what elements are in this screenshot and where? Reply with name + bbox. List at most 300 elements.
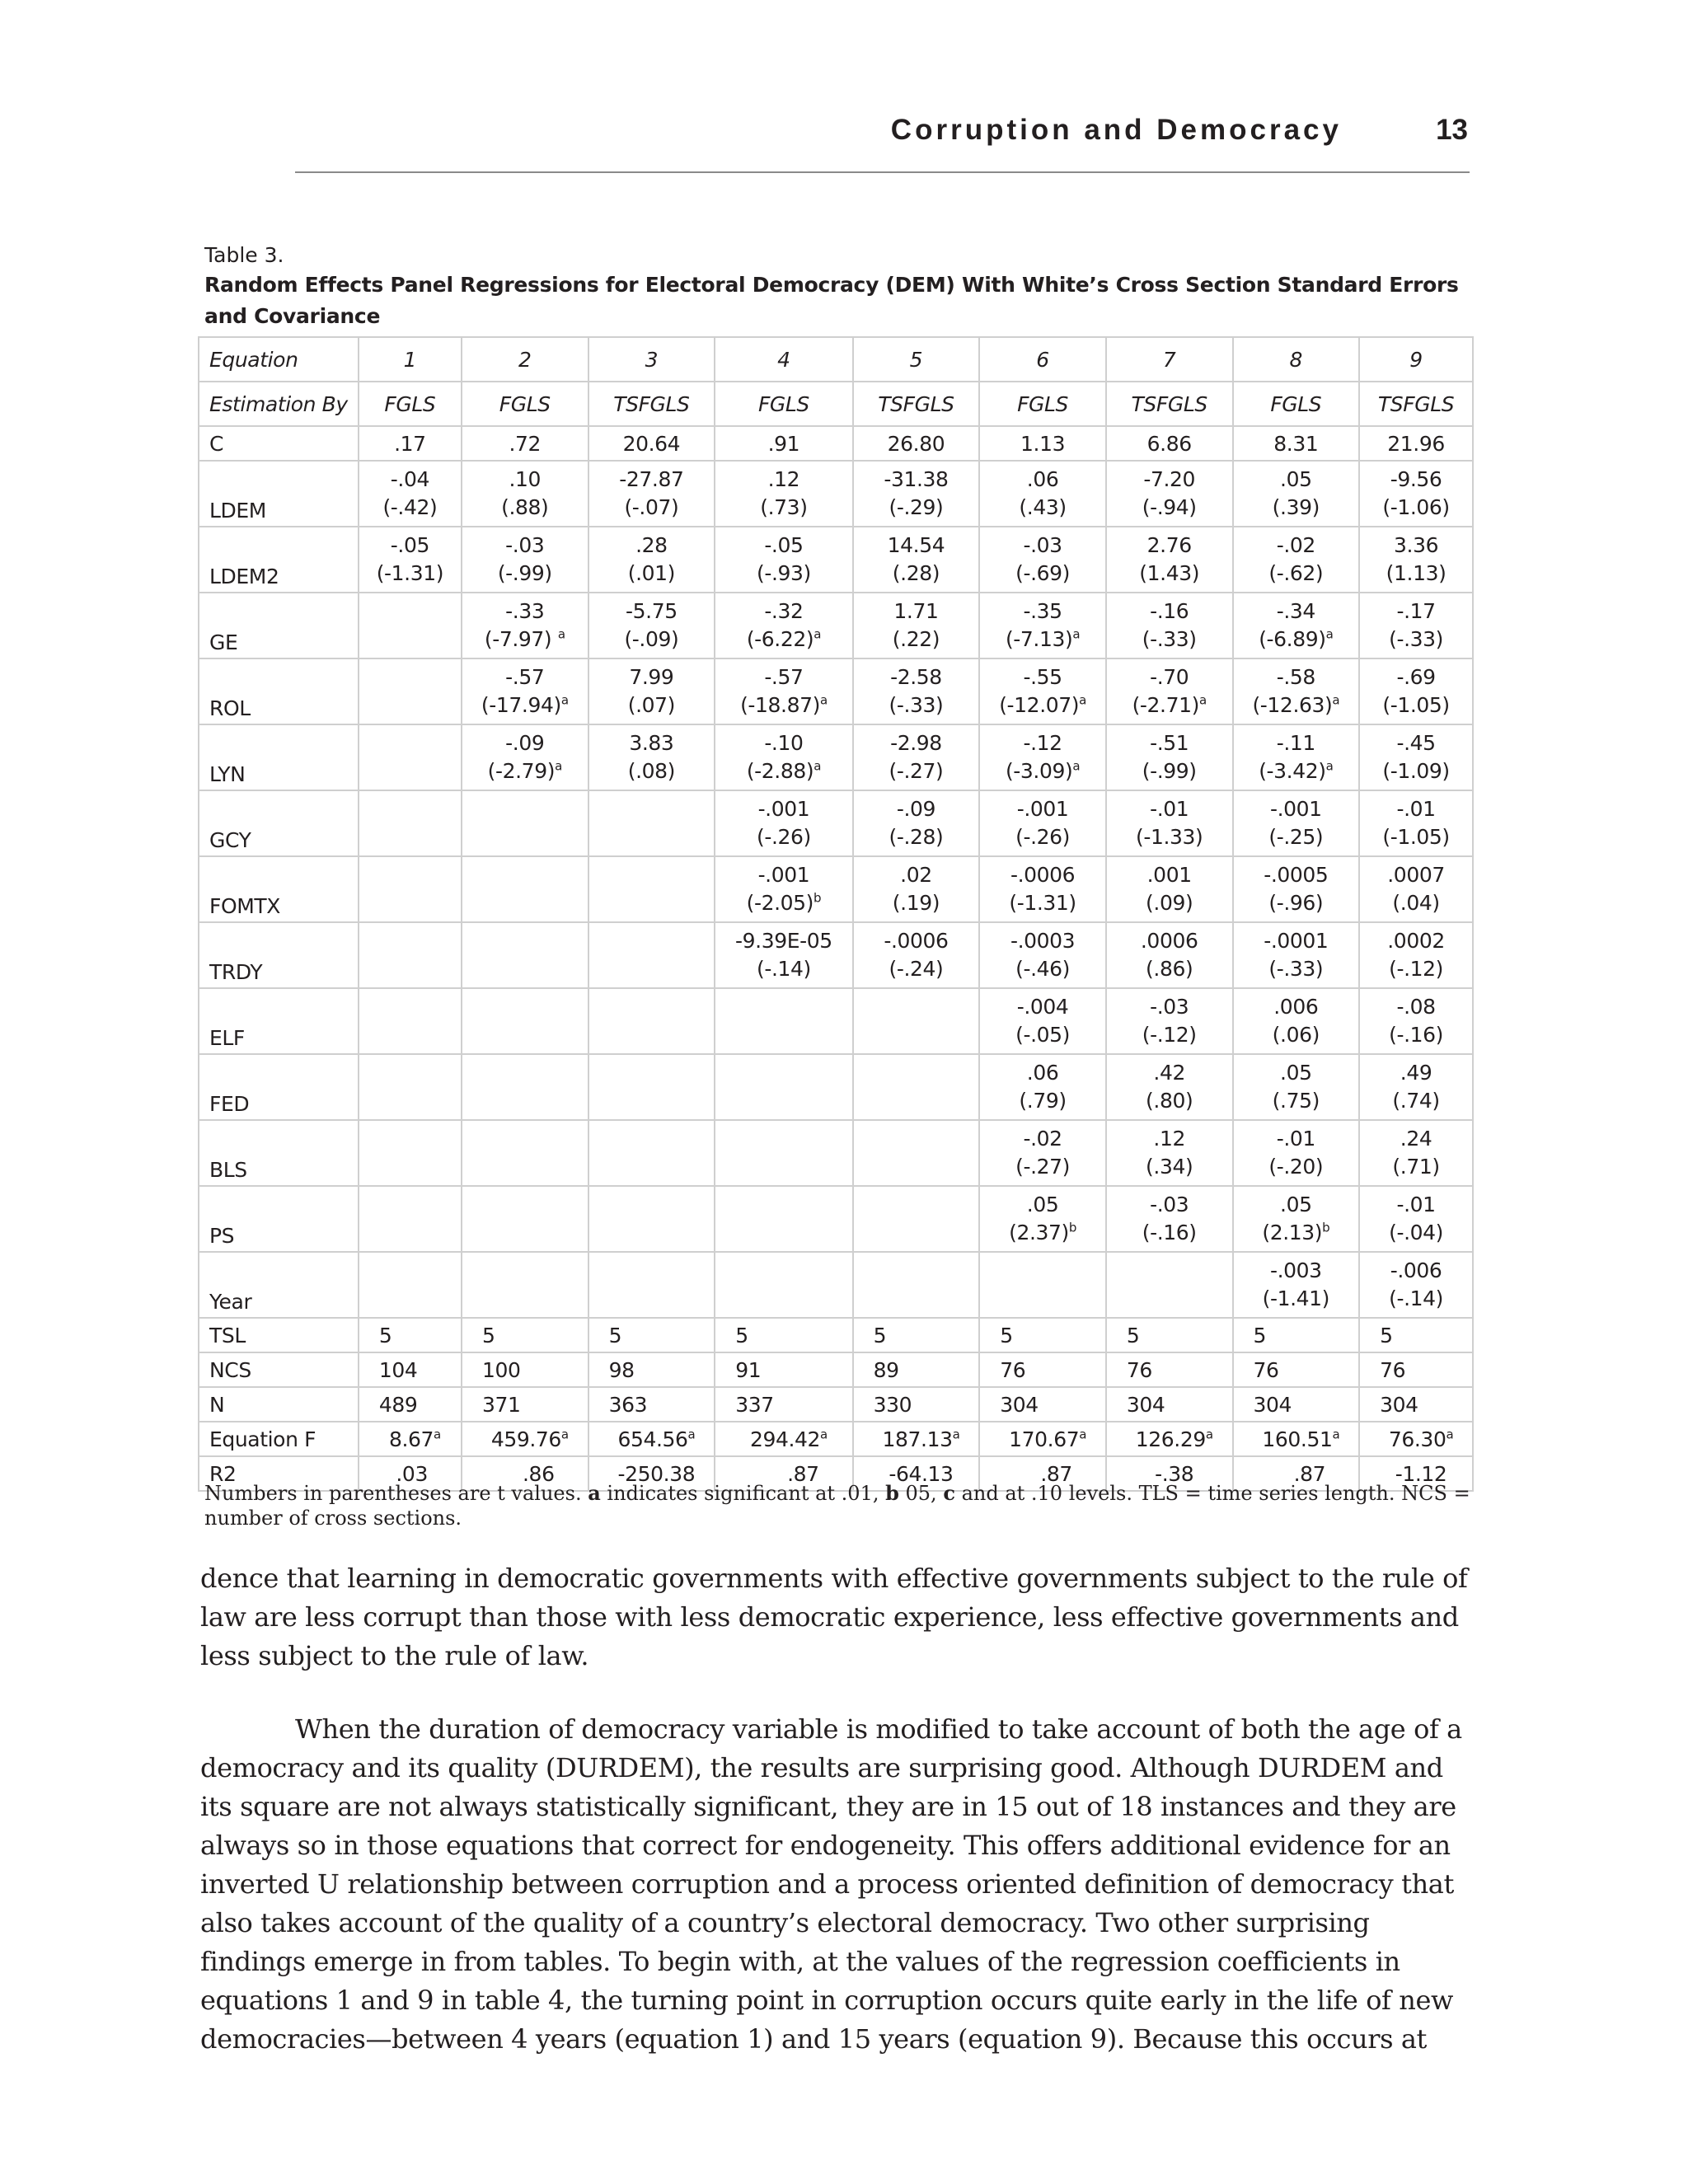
coefficient-value: -.01 [1276, 1127, 1315, 1151]
coefficient-value: -.02 [1276, 533, 1315, 557]
t-value-text: (-.42) [382, 495, 438, 519]
f-stat-value: 654.56 [617, 1427, 688, 1451]
t-value [1370, 1219, 1462, 1247]
t-value [1117, 691, 1222, 719]
f-stat-cell [1106, 1422, 1233, 1456]
t-value-text: (-7.97) [484, 627, 558, 651]
coefficient-cell [1233, 658, 1360, 724]
t-value-text: (-.12) [1142, 1023, 1197, 1047]
coefficient-cell [1359, 1186, 1473, 1252]
t-value [1244, 757, 1349, 785]
coefficient-cell [1106, 1186, 1233, 1252]
coefficient-cell [588, 1252, 715, 1318]
coefficient-value: .28 [635, 533, 668, 557]
t-value [990, 1087, 1095, 1115]
stat-cell: 304 [1106, 1387, 1233, 1422]
t-value-text: (.71) [1392, 1155, 1440, 1179]
estimation-method: TSFGLS [1106, 382, 1233, 426]
estimation-method: FGLS [715, 382, 852, 426]
stat-cell: 89 [853, 1352, 980, 1387]
coefficient-cell [715, 856, 852, 922]
t-value [599, 757, 705, 785]
coefficient-cell [853, 988, 980, 1054]
row-label: ELF [199, 988, 359, 1054]
t-value [1244, 626, 1349, 654]
t-value [1244, 889, 1349, 917]
t-value [864, 494, 969, 522]
t-value [1370, 626, 1462, 654]
coefficient-value: -.09 [896, 797, 936, 821]
coefficient-cell [853, 658, 980, 724]
t-value [725, 560, 842, 588]
variable-row [199, 461, 1473, 527]
significance-marker: a [1205, 1427, 1213, 1442]
coefficient-value: .42 [1153, 1061, 1185, 1085]
coefficient-cell [588, 461, 715, 527]
t-value [1117, 560, 1222, 588]
t-value-text: (1.13) [1386, 561, 1447, 585]
coefficient-cell [979, 856, 1106, 922]
coefficient-value: -.03 [505, 533, 545, 557]
t-value-text: (-.99) [1142, 759, 1197, 783]
coefficient-cell [715, 724, 852, 790]
coefficient-cell [1106, 658, 1233, 724]
variable-row [199, 1054, 1473, 1120]
f-stat-value: 459.76 [490, 1427, 561, 1451]
coefficient-cell [588, 988, 715, 1054]
t-value-text: (-.62) [1268, 561, 1324, 585]
equation-number: 6 [979, 337, 1106, 382]
running-head [295, 114, 1470, 173]
t-value [1117, 1087, 1222, 1115]
coefficient-cell [1233, 922, 1360, 988]
stat-cell: 91 [715, 1352, 852, 1387]
t-value [725, 626, 842, 654]
variable-row [199, 988, 1473, 1054]
stat-cell: 104 [359, 1352, 462, 1387]
t-value [1244, 955, 1349, 983]
r2-cell: -250.38 [588, 1456, 715, 1491]
coefficient-value: -.0003 [1010, 929, 1076, 953]
t-value-text: (.39) [1272, 495, 1320, 519]
r2-cell: -64.13 [853, 1456, 980, 1491]
coefficient-value: -.57 [505, 665, 545, 689]
t-value-text: (-2.71) [1132, 693, 1199, 717]
t-value-text: (-3.09) [1005, 759, 1073, 783]
t-value [1117, 757, 1222, 785]
coefficient-value: -.01 [1150, 797, 1189, 821]
t-value-text: (-.16) [1389, 1023, 1443, 1047]
significance-marker: a [555, 758, 562, 774]
t-value [990, 1021, 1095, 1049]
stat-cell: 5 [853, 1318, 980, 1352]
t-value-text: (.01) [627, 561, 676, 585]
f-stat-cell [462, 1422, 588, 1456]
coefficient-value: .0006 [1140, 929, 1198, 953]
coefficient-cell: .91 [715, 426, 852, 461]
t-value [1117, 955, 1222, 983]
coefficient-value: -.001 [1016, 797, 1069, 821]
variable-row [199, 1120, 1473, 1186]
t-value-text: (.07) [627, 693, 676, 717]
row-label: FED [199, 1054, 359, 1120]
t-value-text: (.22) [892, 627, 940, 651]
coefficient-value: .006 [1273, 995, 1319, 1019]
coefficient-value: -.006 [1390, 1258, 1442, 1282]
body-paragraph-1: dence that learning in democratic governments with effective governments subject to the rule of law are less corrupt than those with less democratic experience, less effective governments and less subject to the rule of law. [200, 1563, 1468, 1671]
f-stat-value: 8.67 [388, 1427, 434, 1451]
t-value [990, 691, 1095, 719]
coefficient-cell [588, 922, 715, 988]
significance-marker: b [1068, 1220, 1077, 1235]
stat-cell: 304 [979, 1387, 1106, 1422]
coefficient-cell: 6.86 [1106, 426, 1233, 461]
t-value [1117, 626, 1222, 654]
row-label: LDEM2 [199, 527, 359, 593]
estimation-method: TSFGLS [1359, 382, 1473, 426]
t-value [369, 494, 451, 522]
t-value [1244, 560, 1349, 588]
coefficient-value: -.35 [1023, 599, 1062, 623]
coefficient-cell [853, 724, 980, 790]
t-value-text: (-.99) [497, 561, 552, 585]
significance-marker: a [1325, 758, 1334, 774]
t-value-text: (.28) [892, 561, 940, 585]
t-value-text: (-2.88) [746, 759, 814, 783]
significance-marker: a [952, 1427, 960, 1442]
stat-row [199, 1352, 1473, 1387]
t-value [1244, 1285, 1349, 1313]
stat-cell: 5 [588, 1318, 715, 1352]
t-value [1117, 889, 1222, 917]
t-value [1244, 823, 1349, 851]
coefficient-value: -.70 [1150, 665, 1189, 689]
coefficient-value: .0007 [1387, 863, 1445, 887]
coefficient-cell [359, 461, 462, 527]
coefficient-cell [715, 1120, 852, 1186]
estimation-method: FGLS [359, 382, 462, 426]
t-value-text: (-1.09) [1382, 759, 1450, 783]
coefficient-cell [1233, 1186, 1360, 1252]
t-value-text: (-.09) [624, 627, 679, 651]
variable-row [199, 856, 1473, 922]
t-value-text: (-.27) [889, 759, 944, 783]
row-label: PS [199, 1186, 359, 1252]
table-label: Table 3. [204, 243, 284, 267]
row-label: N [199, 1387, 359, 1422]
equation-number: 1 [359, 337, 462, 382]
t-value-text: (-.25) [1268, 825, 1324, 849]
coefficient-cell: 26.80 [853, 426, 980, 461]
coefficient-value: -.57 [764, 665, 804, 689]
t-value-text: (.86) [1146, 957, 1193, 981]
coefficient-cell [853, 461, 980, 527]
coefficient-value: -27.87 [619, 467, 684, 491]
coefficient-cell [853, 856, 980, 922]
significance-marker: a [1325, 626, 1334, 642]
coefficient-value: -.03 [1150, 1193, 1189, 1216]
t-value [1370, 823, 1462, 851]
t-value-text: (-6.22) [746, 627, 814, 651]
t-value-text: (-2.05) [746, 891, 814, 915]
coefficient-value: -5.75 [626, 599, 678, 623]
t-value-text: (-.26) [756, 825, 811, 849]
coefficient-cell [1106, 922, 1233, 988]
t-value [1117, 823, 1222, 851]
stat-cell: 5 [462, 1318, 588, 1352]
coefficient-cell [359, 658, 462, 724]
coefficient-cell [979, 593, 1106, 658]
coefficient-cell [715, 790, 852, 856]
row-label: TSL [199, 1318, 359, 1352]
t-value-text: (-.94) [1142, 495, 1197, 519]
note-a: a [588, 1481, 601, 1505]
coefficient-cell [359, 922, 462, 988]
coefficient-cell [1106, 724, 1233, 790]
t-value-text: (-.33) [1389, 627, 1443, 651]
coefficient-value: -.01 [1396, 797, 1436, 821]
t-value [472, 626, 578, 654]
significance-marker: a [557, 626, 565, 642]
coefficient-cell [979, 658, 1106, 724]
t-value [990, 626, 1095, 654]
t-value [864, 823, 969, 851]
stat-cell: 330 [853, 1387, 980, 1422]
note-text: Numbers in parentheses are t values. [204, 1482, 588, 1505]
row-label: Year [199, 1252, 359, 1318]
coefficient-value: -.10 [764, 731, 804, 755]
estimation-row [199, 382, 1473, 426]
t-value [1370, 560, 1462, 588]
coefficient-cell [1106, 1120, 1233, 1186]
r2-cell: .87 [715, 1456, 852, 1491]
t-value-text: (-1.41) [1262, 1286, 1330, 1310]
t-value [599, 560, 705, 588]
coefficient-cell [1359, 461, 1473, 527]
stat-cell: 76 [1106, 1352, 1233, 1387]
coefficient-value: -.11 [1276, 731, 1315, 755]
coefficient-cell [1106, 856, 1233, 922]
coefficient-value: -9.39E-05 [735, 929, 832, 953]
coefficient-cell [979, 527, 1106, 593]
significance-marker: a [814, 758, 822, 774]
regression-table [198, 336, 1474, 1492]
t-value-text: (.75) [1272, 1089, 1320, 1113]
t-value [990, 494, 1095, 522]
coefficient-value: .05 [1280, 1061, 1312, 1085]
t-value-text: (-.27) [1015, 1155, 1070, 1179]
significance-marker: a [560, 1427, 569, 1442]
t-value [864, 560, 969, 588]
r2-cell: .87 [1233, 1456, 1360, 1491]
coefficient-value: -.01 [1396, 1193, 1436, 1216]
t-value [1244, 691, 1349, 719]
coefficient-value: .05 [1026, 1193, 1059, 1216]
coefficient-cell [462, 856, 588, 922]
stat-cell: 5 [979, 1318, 1106, 1352]
coefficient-cell [462, 1186, 588, 1252]
note-text: and at .10 levels. TLS = time series length. NCS = number of cross sections. [204, 1482, 1470, 1530]
t-value-text: (-6.89) [1259, 627, 1326, 651]
coefficient-cell [715, 1252, 852, 1318]
t-value [1244, 1153, 1349, 1181]
coefficient-value: -.0006 [884, 929, 949, 953]
coefficient-value: -.33 [505, 599, 545, 623]
coefficient-cell [359, 1252, 462, 1318]
coefficient-cell [715, 988, 852, 1054]
t-value [369, 560, 451, 588]
coefficient-cell [1359, 856, 1473, 922]
t-value [1370, 757, 1462, 785]
coefficient-value: -.001 [757, 797, 810, 821]
t-value-text: (2.13) [1262, 1221, 1323, 1244]
coefficient-value: .05 [1280, 1193, 1312, 1216]
coefficient-value: -.16 [1150, 599, 1189, 623]
t-value-text: (-.33) [889, 693, 944, 717]
t-value [990, 1219, 1095, 1247]
coefficient-value: -.45 [1396, 731, 1436, 755]
t-value-text: (-.96) [1268, 891, 1324, 915]
coefficient-cell [1233, 724, 1360, 790]
stat-cell: 363 [588, 1387, 715, 1422]
coefficient-value: -.17 [1396, 599, 1436, 623]
t-value-text: (-2.79) [487, 759, 556, 783]
t-value-text: (-.07) [624, 495, 679, 519]
coefficient-cell [1106, 1054, 1233, 1120]
t-value-text: (.09) [1146, 891, 1193, 915]
table-title: Random Effects Panel Regressions for Electoral Democracy (DEM) With White’s Cross Section Standard Errors and Covariance [204, 273, 1459, 328]
coefficient-cell [462, 461, 588, 527]
coefficient-cell [1359, 1252, 1473, 1318]
coefficient-value: .05 [1280, 467, 1312, 491]
t-value-text: (-.33) [1142, 627, 1197, 651]
coefficient-cell [853, 790, 980, 856]
t-value [599, 691, 705, 719]
f-stat-value: 170.67 [1009, 1427, 1080, 1451]
t-value-text: (-1.06) [1382, 495, 1450, 519]
coefficient-value: 3.83 [629, 731, 674, 755]
coefficient-cell [462, 527, 588, 593]
coefficient-cell [979, 1252, 1106, 1318]
significance-marker: a [819, 692, 828, 708]
coefficient-cell [359, 1054, 462, 1120]
coefficient-cell [1359, 988, 1473, 1054]
t-value [1117, 1153, 1222, 1181]
coefficient-cell [588, 856, 715, 922]
coefficient-cell [462, 724, 588, 790]
significance-marker: a [1446, 1427, 1454, 1442]
row-label: Equation [199, 337, 359, 382]
f-stat-value: 294.42 [749, 1427, 821, 1451]
t-value [864, 691, 969, 719]
t-value [1370, 889, 1462, 917]
table-caption [204, 241, 1482, 332]
coefficient-cell [1359, 658, 1473, 724]
coefficient-cell [1233, 527, 1360, 593]
t-value-text: (-.28) [889, 825, 944, 849]
coefficient-value: -.12 [1023, 731, 1062, 755]
coefficient-cell: 21.96 [1359, 426, 1473, 461]
t-value-text: (-.14) [1389, 1286, 1443, 1310]
stat-cell: 76 [1359, 1352, 1473, 1387]
coefficient-cell [462, 593, 588, 658]
coefficient-cell [588, 790, 715, 856]
coefficient-cell [853, 1120, 980, 1186]
coefficient-value: 2.76 [1146, 533, 1192, 557]
coefficient-cell: .17 [359, 426, 462, 461]
t-value [990, 823, 1095, 851]
coefficient-value: 14.54 [887, 533, 945, 557]
coefficient-cell [979, 988, 1106, 1054]
note-c: c [943, 1481, 955, 1505]
coefficient-value: -31.38 [884, 467, 949, 491]
variable-row [199, 1186, 1473, 1252]
coefficient-cell [1233, 461, 1360, 527]
t-value-text: (-1.31) [1009, 891, 1076, 915]
coefficient-value: -.03 [1023, 533, 1062, 557]
equation-number: 7 [1106, 337, 1233, 382]
row-label: R2 [199, 1456, 359, 1491]
coefficient-cell [359, 856, 462, 922]
stat-cell: 5 [1233, 1318, 1360, 1352]
coefficient-value: -.02 [1023, 1127, 1062, 1151]
coefficient-cell [1359, 1054, 1473, 1120]
t-value-text: (-.20) [1268, 1155, 1324, 1179]
coefficient-value: -.55 [1023, 665, 1062, 689]
t-value [864, 626, 969, 654]
t-value [725, 889, 842, 917]
coefficient-cell [588, 658, 715, 724]
coefficient-cell [853, 1054, 980, 1120]
f-stat-cell [1359, 1422, 1473, 1456]
coefficient-cell [715, 658, 852, 724]
stat-cell: 100 [462, 1352, 588, 1387]
estimation-method: TSFGLS [588, 382, 715, 426]
coefficient-value: -.05 [764, 533, 804, 557]
t-value [1370, 1285, 1462, 1313]
t-value-text: (-3.42) [1259, 759, 1326, 783]
coefficient-cell [715, 1054, 852, 1120]
coefficient-cell: 1.13 [979, 426, 1106, 461]
stat-cell: 5 [359, 1318, 462, 1352]
coefficient-value: -.004 [1016, 995, 1069, 1019]
coefficient-cell [588, 527, 715, 593]
t-value [1244, 1021, 1349, 1049]
t-value-text: (1.43) [1139, 561, 1200, 585]
coefficient-cell [588, 1120, 715, 1186]
t-value [990, 955, 1095, 983]
equation-f-row [199, 1422, 1473, 1456]
coefficient-value: .12 [1153, 1127, 1185, 1151]
coefficient-cell [1106, 593, 1233, 658]
coefficient-value: -.0005 [1264, 863, 1329, 887]
coefficient-cell [462, 790, 588, 856]
stat-row [199, 1318, 1473, 1352]
coefficient-value: 1.71 [893, 599, 939, 623]
significance-marker: a [1079, 692, 1086, 708]
coefficient-value: -.58 [1276, 665, 1315, 689]
note-text: 05, [898, 1482, 944, 1505]
f-stat-cell [979, 1422, 1106, 1456]
f-stat-cell [359, 1422, 462, 1456]
coefficient-cell [1106, 790, 1233, 856]
significance-marker: a [1079, 1427, 1086, 1442]
coefficient-cell [359, 1186, 462, 1252]
t-value-text: (-.26) [1015, 825, 1070, 849]
t-value-text: (.19) [892, 891, 940, 915]
t-value-text: (-.69) [1015, 561, 1070, 585]
coefficient-cell [462, 1054, 588, 1120]
